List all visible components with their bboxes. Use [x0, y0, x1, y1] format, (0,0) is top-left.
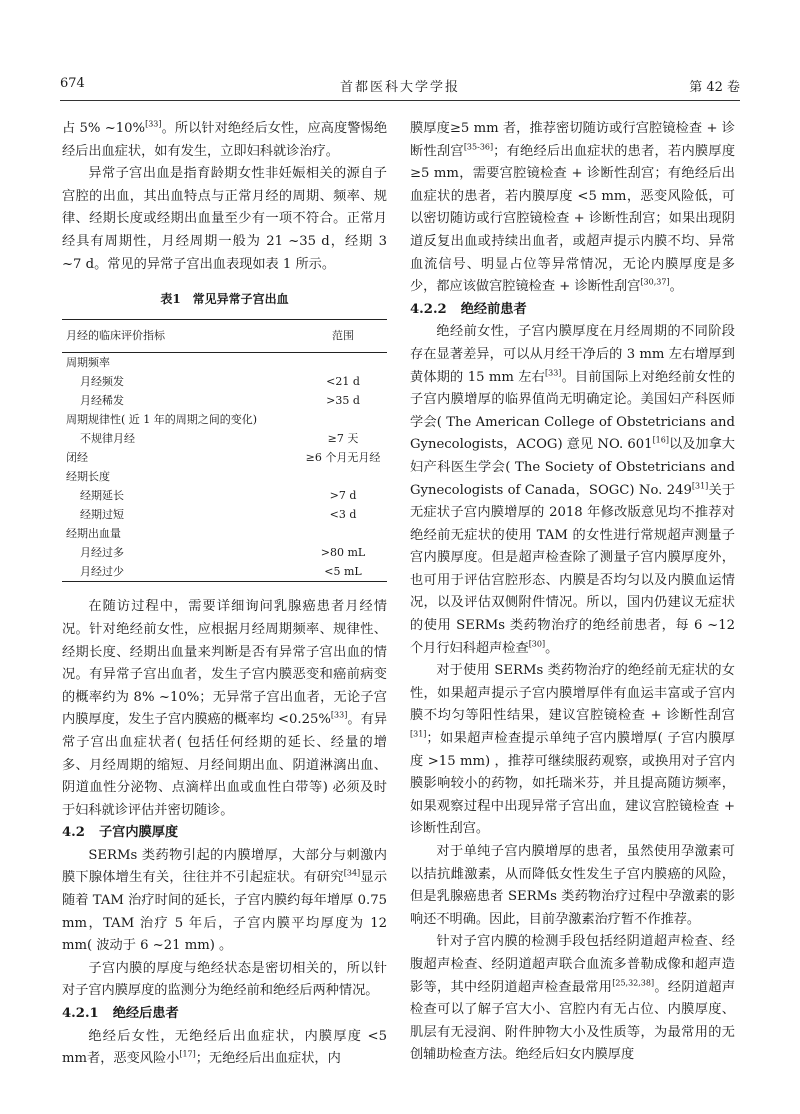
paragraph: 膜厚度≥5 mm 者，推荐密切随访或行宫腔镜检查 + 诊断性刮宫[35-36]；有绝经后出血症状的患者，若内膜厚度≥5 mm，需要宫腔镜检查 + 诊断性刮宫；有绝经后出血症状的患者，若内膜厚度 <5 mm，恶变风险低，可以密切随访或行宫腔镜检查 + 诊断性刮宫；如果出现阴道反复出血或持续出血者，或超声提示内膜不均、异常血流信号、明显占位等异常情况，无论内膜厚度是多少，都应该做宫腔镜检查 + 诊断性刮宫[30,37]。: [410, 121, 736, 295]
table-cell-range: <21 d: [326, 375, 360, 389]
paragraph: 在随访过程中，需要详细询问乳腺癌患者月经情况。针对绝经前女性，应根据月经周期频率、规律性、经期长度、经期出血量来判断是否有异常子宫出血的情况。有异常子宫出血者，发生子宫内膜恶变和癌前病变的概率约为 8% ~10%；无异常子宫出血者，无论子宫内膜厚度，发生子宫内膜癌的概率均 <0.25%[33]。有异常子宫出血症状者( 包括任何经期的延长、经量的增多、月经周期的缩短、月经间期出血、阴道淋漓出血、阴道血性分泌物、点滴样出血或血性白带等) 必须及时于妇科就诊评估并密切随诊。: [62, 599, 388, 818]
table-cell-range: [299, 524, 387, 543]
citation: [25,32,38]: [612, 978, 655, 988]
table-cell-range: [299, 410, 387, 429]
citation: [31]: [410, 729, 427, 739]
volume-label: 第 42 卷: [689, 80, 740, 95]
paragraph: 子宫内膜的厚度与绝经状态是密切相关的，所以针对子宫内膜厚度的监测分为绝经前和绝经后两种情况。: [62, 960, 387, 999]
paragraph: 针对子宫内膜的检测手段包括经阴道超声检查、经腹超声检查、经阴道超声联合血流多普勒成像和超声造影等，其中经阴道超声检查最常用[25,32,38]。经阴道超声检查可以了解子宫大小、宫腔内有无占位、内膜厚度、肌层有无浸润、附件肿物大小及性质等，为最常用的无创辅助检查方法。绝经后妇女内膜厚度: [410, 934, 736, 1063]
section-heading-4-2: 4.2 子宫内膜厚度: [62, 825, 179, 841]
table-row: [62, 505, 387, 524]
table-row: [62, 524, 387, 543]
table-cell-indicator: 闭经: [66, 451, 88, 465]
table-cell-indicator: 经期长度: [66, 470, 110, 484]
table-cell-range: <3 d: [329, 508, 357, 522]
table-row: [62, 486, 387, 505]
table-row: [62, 448, 387, 467]
paragraph: 绝经前女性，子宫内膜厚度在月经周期的不同阶段存在显著差异，可以从月经干净后的 3 mm 左右增厚到黄体期的 15 mm 左右[33]。目前国际上对绝经前女性的子宫内膜增厚的临界值尚无明确定论。美国妇产科医师学会( The American College of Obstetricians and Gynecologists，ACOG) 意见 NO. 601[16]以及加拿大妇产科医生学会( The Society of Obstetricians and Gynecologists of Canada，SOGC) No. 249[31]关于无症状子宫内膜增厚的 2018 年修改版意见均不推荐对绝经前无症状的使用 TAM 的女性进行常规超声测量子宫内膜厚度。但是超声检查除了测量子宫内膜厚度外，也可用于评估宫腔形态、内膜是否均匀以及内膜血运情况，以及评估双侧附件情况。所以，国内仍建议无症状的使用 SERMs 类药物治疗的绝经前患者，每 6 ~12 个月行妇科超声检查[30]。: [410, 324, 736, 656]
table-cell-indicator: 月经过少: [62, 562, 299, 582]
paragraph: 对于单纯子宫内膜增厚的患者，虽然使用孕激素可以拮抗雌激素，从而降低女性发生子宫内膜癌的风险，但是乳腺癌患者 SERMs 类药物治疗过程中孕激素的影响还不明确。因此，目前孕激素治疗暂不作推荐。: [410, 844, 735, 927]
table-cell-indicator: 经期出血量: [66, 527, 121, 541]
table-cell-range: [299, 467, 387, 486]
table-cell-indicator: 经期过短: [80, 508, 124, 522]
table-cell-range: ≥7 天: [327, 432, 359, 446]
paragraph: 异常子宫出血是指育龄期女性非妊娠相关的源自子宫腔的出血，其出血特点与正常月经的周期、频率、规律、经期长度或经期出血量至少有一项不符合。正常月经具有周期性，月经周期一般为 21 ~35 d，经期 3 ~7 d。常见的异常子宫出血表现如表 1 所示。: [62, 166, 387, 272]
running-header: [60, 76, 740, 98]
table-row: [62, 372, 387, 391]
citation: [33]: [544, 368, 562, 378]
citation: [16]: [652, 435, 669, 445]
right-column: [410, 118, 735, 1067]
citation: [30]: [528, 639, 546, 649]
table-row: [62, 562, 387, 582]
left-column: [62, 118, 387, 1071]
table-header-range: 范围: [299, 319, 387, 353]
citation: [35-36]: [463, 142, 494, 152]
paragraph: 对于使用 SERMs 类药物治疗的绝经前无症状的女性，如果超声提示子宫内膜增厚伴有血运丰富或子宫内膜不均匀等阳性结果，建议宫腔镜检查 + 诊断性刮宫[31]；如果超声检查提示单纯子宫内膜增厚( 子宫内膜厚度 >15 mm) ，推荐可继续服药观察，或换用对子宫内膜影响较小的药物，如托瑞米芬，并且提高随访频率，如果观察过程中出现异常子宫出血，建议宫腔镜检查 + 诊断性刮宫。: [410, 663, 735, 837]
table-row: [62, 410, 387, 429]
citation: [17]: [179, 1049, 196, 1059]
journal-title: 首都医科大学学报: [339, 80, 460, 95]
table-row: [62, 543, 387, 562]
table-cell-indicator: 不规律月经: [80, 432, 135, 446]
table-row: [62, 429, 387, 448]
section-heading-4-2-1: 4.2.1 绝经后患者: [62, 1006, 179, 1022]
paragraph: SERMs 类药物引起的内膜增厚，大部分与刺激内膜下腺体增生有关，往往并不引起症状。有研究[34]显示随着 TAM 治疗时间的延长，子宫内膜约每年增厚 0.75 mm，TAM 治疗 5 年后，子宫内膜平均厚度为 12 mm( 波动于 6 ~21 mm) 。: [62, 847, 388, 954]
table-cell-indicator: 经期延长: [80, 489, 124, 503]
table-cell-range: >7 d: [329, 489, 357, 503]
page-number: 674: [60, 76, 85, 91]
table-header-indicator: 月经的临床评价指标: [62, 319, 299, 353]
abnormal-bleeding-table: [62, 319, 387, 583]
table-cell-indicator: 月经稀发: [80, 394, 124, 408]
header-rule: [60, 100, 740, 101]
table-cell-indicator: 周期规律性( 近 1 年的周期之间的变化): [66, 413, 258, 427]
table-cell-indicator: 周期频率: [66, 356, 110, 370]
table-row: [62, 467, 387, 486]
table-cell-range: >35 d: [326, 394, 360, 408]
citation: [30,37]: [640, 277, 670, 287]
paragraph: 绝经后女性，无绝经后出血症状，内膜厚度 <5 mm者，恶变风险小[17]；无绝经后出血症状，内: [62, 1028, 387, 1067]
citation: [31]: [691, 481, 709, 491]
table-cell-range: >80 mL: [320, 546, 366, 560]
citation: [33]: [145, 119, 162, 129]
table-cell-range: [299, 353, 387, 373]
table-cell-indicator: 月经过多: [80, 546, 124, 560]
table-row: [62, 353, 387, 373]
table-cell-range: <5 mL: [299, 562, 387, 582]
citation: [34]: [343, 869, 361, 879]
paragraph: 占 5% ~10%[33]。所以针对绝经后女性，应高度警惕绝经后出血症状，如有发生，立即妇科就诊治疗。: [62, 119, 388, 159]
table-title: 表1 常见异常子宫出血: [160, 292, 289, 307]
section-heading-4-2-2: 4.2.2 绝经前患者: [410, 301, 527, 317]
citation: [33]: [330, 710, 348, 720]
table-cell-indicator: 月经频发: [80, 375, 124, 389]
table-cell-range: ≥6 个月无月经: [305, 451, 381, 465]
table-row: [62, 391, 387, 410]
